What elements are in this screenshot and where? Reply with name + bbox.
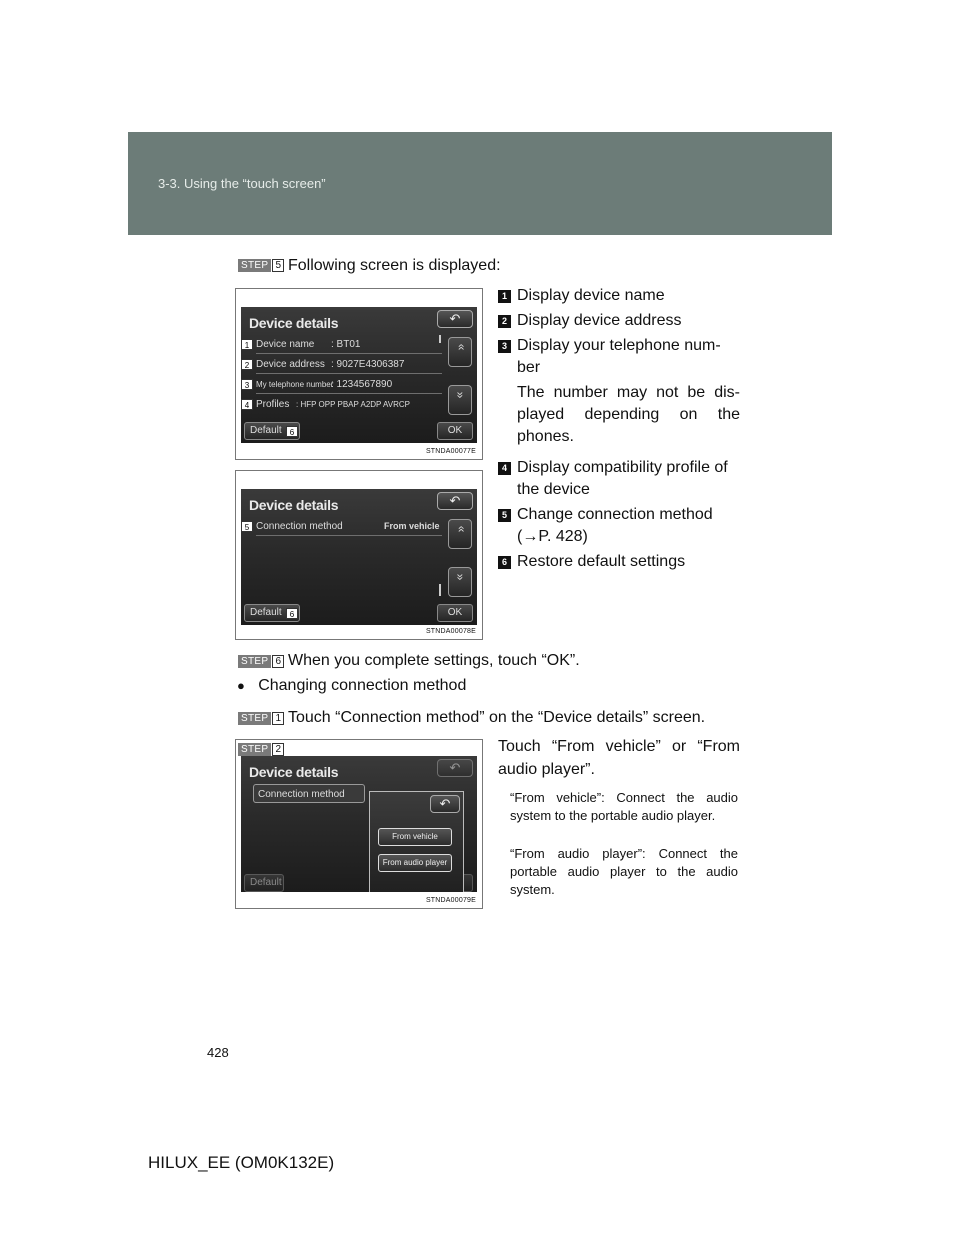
- screen-title: Device details: [249, 315, 339, 331]
- page-number: 428: [207, 1045, 229, 1060]
- back-button[interactable]: [437, 492, 473, 510]
- step-6-text: When you complete settings, touch “OK”.: [288, 652, 580, 669]
- popup-back-button[interactable]: [430, 795, 460, 813]
- back-button[interactable]: [437, 310, 473, 328]
- screen-title: Device details: [249, 497, 339, 513]
- figure-device-details-1: [235, 288, 483, 460]
- row-connection-method[interactable]: Connection method From vehicle: [256, 517, 442, 536]
- from-vehicle-button[interactable]: From vehicle: [378, 828, 452, 846]
- step-5-text: Following screen is displayed:: [288, 257, 501, 274]
- scroll-bar[interactable]: [439, 584, 441, 596]
- list-item-3: 3 Display your telephone num- ber The number may not be dis-played depending on the phones.: [498, 335, 740, 448]
- page-up-button[interactable]: [448, 337, 472, 367]
- page-down-button[interactable]: [448, 385, 472, 415]
- figure-code: STNDA00079E: [425, 897, 476, 904]
- step-c1-text: Touch “Connection method” on the “Device details” screen.: [288, 709, 706, 726]
- row-device-address: Device address : 9027E4306387: [256, 355, 442, 374]
- list-item-6: 6 Restore default settings: [498, 551, 740, 573]
- ok-button[interactable]: OK: [437, 422, 473, 440]
- callout-6: 6: [286, 426, 298, 437]
- default-button[interactable]: Default: [244, 422, 300, 440]
- default-button[interactable]: Default: [244, 874, 284, 892]
- section-header: [128, 132, 832, 235]
- chevron-up-icon: »: [453, 525, 467, 533]
- screen-device-details: [241, 307, 477, 443]
- step-6-badge: STEP 6: [238, 654, 284, 669]
- step-c2-text: Touch “From vehicle” or “From audio player”.: [498, 738, 740, 778]
- note-from-vehicle: “From vehicle”: Connect the audio system to the portable audio player.: [510, 790, 738, 823]
- bullet-icon: ●: [237, 678, 245, 693]
- note-from-audio-player: “From audio player”: Connect the portable audio player to the audio system.: [510, 846, 738, 897]
- screen-device-details: [241, 489, 477, 625]
- back-button-dim[interactable]: [437, 759, 473, 777]
- list-item-2: 2 Display device address: [498, 310, 740, 332]
- list-item-1: 1 Display device name: [498, 285, 740, 307]
- page-up-button[interactable]: [448, 519, 472, 549]
- from-audio-player-button[interactable]: From audio player: [378, 854, 452, 872]
- chevron-down-icon: »: [453, 391, 467, 399]
- footer-code: HILUX_EE (OM0K132E): [148, 1153, 335, 1172]
- callout-1: 1: [241, 339, 253, 350]
- screen-connection-method: [241, 756, 477, 892]
- section-title: 3-3. Using the “touch screen”: [158, 176, 326, 191]
- connection-method-popup: [369, 791, 464, 892]
- callout-6: 6: [286, 608, 298, 619]
- row-connection-method[interactable]: Connection method: [253, 784, 365, 803]
- back-icon: ↶: [449, 493, 461, 508]
- back-icon: ↶: [439, 796, 451, 811]
- back-icon: ↶: [449, 311, 461, 326]
- row-profiles: Profiles : HFP OPP PBAP A2DP AVRCP: [256, 399, 410, 410]
- callout-3: 3: [241, 379, 253, 390]
- default-button[interactable]: Default: [244, 604, 300, 622]
- step-5-badge: STEP 5: [238, 258, 284, 273]
- row-telephone-number: My telephone number : 1234567890: [256, 375, 442, 394]
- chevron-up-icon: »: [453, 343, 467, 351]
- step-c2-badge: STEP 2: [238, 742, 284, 757]
- figure-code: STNDA00078E: [425, 628, 476, 635]
- step-c1-badge: STEP 1: [238, 711, 284, 726]
- figure-connection-method: [235, 739, 483, 909]
- figure-code: STNDA00077E: [425, 448, 476, 455]
- row-device-name: Device name : BT01: [256, 335, 442, 354]
- screen-title: Device details: [249, 764, 339, 780]
- callout-4: 4: [241, 399, 253, 410]
- callout-2: 2: [241, 359, 253, 370]
- list-item-4: 4 Display compatibility profile of the device: [498, 457, 740, 501]
- section-bullet: ● Changing connection method: [237, 677, 467, 694]
- list-item-3-note: The number may not be dis-played depending on the phones.: [517, 384, 740, 445]
- back-icon: ↶: [449, 760, 461, 775]
- chevron-down-icon: »: [453, 573, 467, 581]
- ok-button[interactable]: OK: [437, 604, 473, 622]
- list-item-5: 5 Change connection method (→P. 428): [498, 504, 740, 548]
- page-down-button[interactable]: [448, 567, 472, 597]
- callout-5: 5: [241, 521, 253, 532]
- figure-device-details-2: [235, 470, 483, 640]
